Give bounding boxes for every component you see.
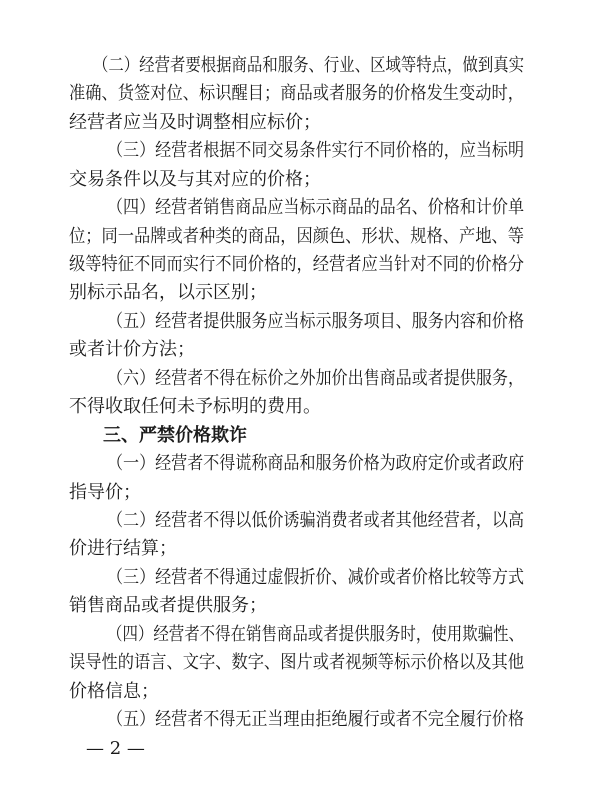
item-5-line-1: （五）经营者不得无正当理由拒绝履行或者不完全履行价格 xyxy=(107,709,524,730)
paragraph-3-line-1: （三）经营者根据不同交易条件实行不同价格的，应当标明 xyxy=(107,140,524,161)
paragraph-2-line-3: 经营者应当及时调整相应标价； xyxy=(69,112,321,133)
page-number: — 2 — xyxy=(86,738,145,759)
section-heading-line xyxy=(0,421,592,451)
text-line xyxy=(0,278,592,308)
text-line xyxy=(0,648,592,678)
text-line xyxy=(0,392,592,422)
text-line xyxy=(0,165,592,195)
item-2-line-2: 价进行结算； xyxy=(69,538,177,559)
paragraph-4-line-3: 级等特征不同而实行不同价格的，经营者应当针对不同的价格分 xyxy=(69,254,525,275)
paragraph-5-line-2: 或者计价方法； xyxy=(69,339,195,360)
text-line xyxy=(0,534,592,564)
paragraph-4-line-1: （四）经营者销售商品应当标示商品的品名、价格和计价单 xyxy=(107,197,524,218)
text-line xyxy=(0,193,592,223)
text-line xyxy=(0,79,592,109)
item-4-line-1: （四）经营者不得在销售商品或者提供服务时，使用欺骗性、 xyxy=(107,624,524,645)
paragraph-4-line-2: 位；同一品牌或者种类的商品，因颜色、形状、规格、产地、等 xyxy=(69,226,525,247)
paragraph-4-line-4: 别标示品名，以示区别； xyxy=(69,282,267,303)
item-3-line-2: 销售商品或者提供服务； xyxy=(69,595,267,616)
item-3-line-1: （三）经营者不得通过虚假折价、减价或者价格比较等方式 xyxy=(107,567,524,588)
text-line xyxy=(0,222,592,252)
text-line xyxy=(0,506,592,536)
text-line xyxy=(0,307,592,337)
item-1-line-1: （一）经营者不得谎称商品和服务价格为政府定价或者政府 xyxy=(107,453,524,474)
text-line xyxy=(0,591,592,621)
text-line xyxy=(0,677,592,707)
text-line xyxy=(0,108,592,138)
paragraph-2-line-2: 准确、货签对位、标识醒目；商品或者服务的价格发生变动时， xyxy=(69,83,525,104)
text-line xyxy=(0,705,592,735)
text-line xyxy=(0,136,592,166)
item-4-line-2: 误导性的语言、文字、数字、图片或者视频等标示价格以及其他 xyxy=(69,652,525,673)
text-line xyxy=(0,250,592,280)
text-line xyxy=(0,335,592,365)
paragraph-3-line-2: 交易条件以及与其对应的价格； xyxy=(69,169,321,190)
item-4-line-3: 价格信息； xyxy=(69,681,159,702)
item-1-line-2: 指导价； xyxy=(69,482,141,503)
text-line xyxy=(0,563,592,593)
text-line xyxy=(0,478,592,508)
paragraph-2-line-1: （二）经营者要根据商品和服务、行业、区域等特点，做到真实 xyxy=(93,55,525,76)
paragraph-6-line-1: （六）经营者不得在标价之外加价出售商品或者提供服务， xyxy=(107,368,524,389)
paragraph-5-line-1: （五）经营者提供服务应当标示服务项目、服务内容和价格 xyxy=(107,311,524,332)
item-2-line-1: （二）经营者不得以低价诱骗消费者或者其他经营者，以高 xyxy=(107,510,524,531)
section-heading: 三、严禁价格欺诈 xyxy=(103,425,247,446)
text-line xyxy=(0,449,592,479)
text-line xyxy=(0,620,592,650)
paragraph-6-line-2: 不得收取任何未予标明的费用。 xyxy=(69,396,321,417)
text-line xyxy=(0,51,592,81)
text-line xyxy=(0,364,592,394)
